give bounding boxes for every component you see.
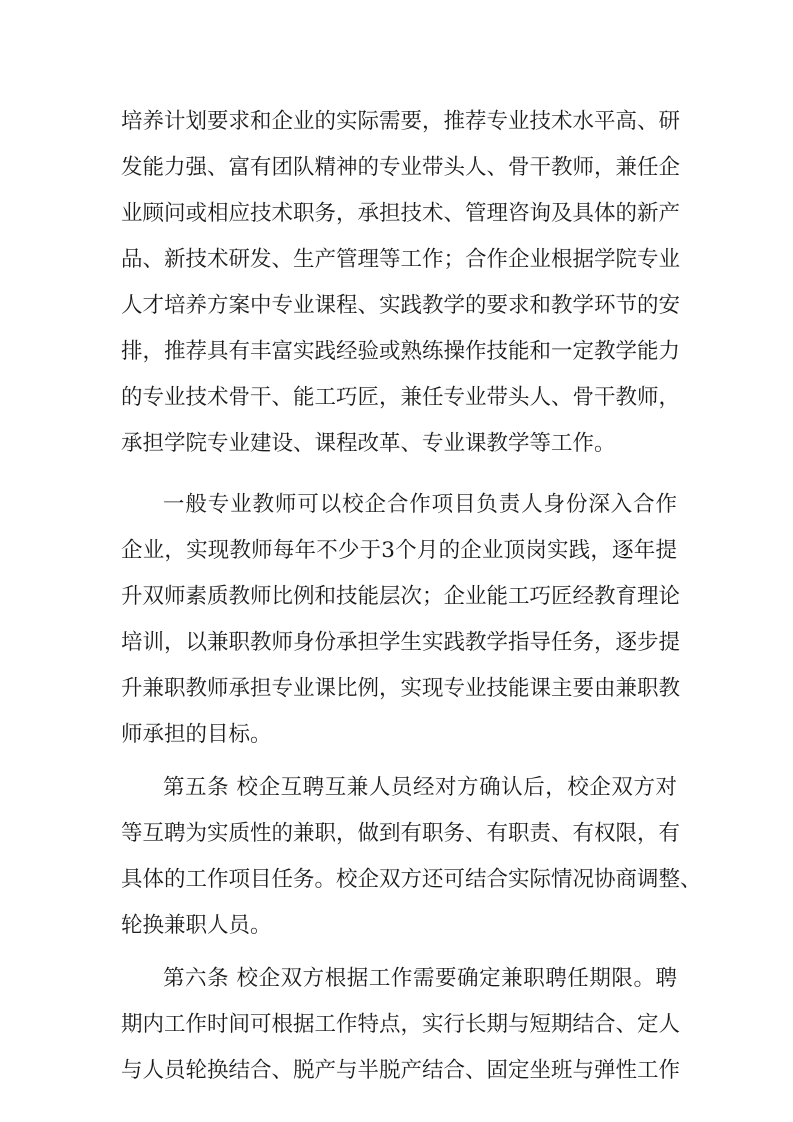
text-line: 培训，以兼职教师身份承担学生实践教学指导任务，逐步提 [121,630,681,655]
text-line: 轮换兼职人员。 [121,913,272,938]
text-line: 发能力强、富有团队精神的专业带头人、骨干教师，兼任企 [121,155,681,180]
text-line: 承担学院专业建设、课程改革、专业课教学等工作。 [121,431,616,456]
text-line: 期内工作时间可根据工作特点，实行长期与短期结合、定人 [121,1012,681,1037]
text-line: 排，推荐具有丰富实践经验或熟练操作技能和一定教学能力 [121,339,681,364]
text-line: 具体的工作项目任务。校企双方还可结合实际情况协商调整、 [121,867,702,892]
text-line: 升双师素质教师比例和技能层次；企业能工巧匠经教育理论 [121,584,681,609]
text-line: 升兼职教师承担专业课比例，实现专业技能课主要由兼职教 [121,676,681,701]
text-line: 业顾问或相应技术职务，承担技术、管理咨询及具体的新产 [121,201,681,226]
article-5-heading-line: 第五条 校企互聘互兼人员经对方确认后，校企双方对 [163,775,677,800]
text-line: 等互聘为实质性的兼职，做到有职务、有职责、有权限，有 [121,821,681,846]
text-line: 的专业技术骨干、能工巧匠，兼任专业带头人、骨干教师， [121,385,681,410]
text-line: 品、新技术研发、生产管理等工作；合作企业根据学院专业 [121,247,681,272]
text-line: 师承担的目标。 [121,722,272,747]
text-line: 人才培养方案中专业课程、实践教学的要求和教学环节的安 [121,293,681,318]
article-6-heading-line: 第六条 校企双方根据工作需要确定兼职聘任期限。聘 [163,966,677,991]
text-line: 培养计划要求和企业的实际需要，推荐专业技术水平高、研 [121,109,681,134]
text-line: 一般专业教师可以校企合作项目负责人身份深入合作 [163,492,677,517]
text-line: 企业，实现教师每年不少于3个月的企业顶岗实践，逐年提 [121,538,677,563]
text-line: 与人员轮换结合、脱产与半脱产结合、固定坐班与弹性工作 [121,1058,681,1083]
